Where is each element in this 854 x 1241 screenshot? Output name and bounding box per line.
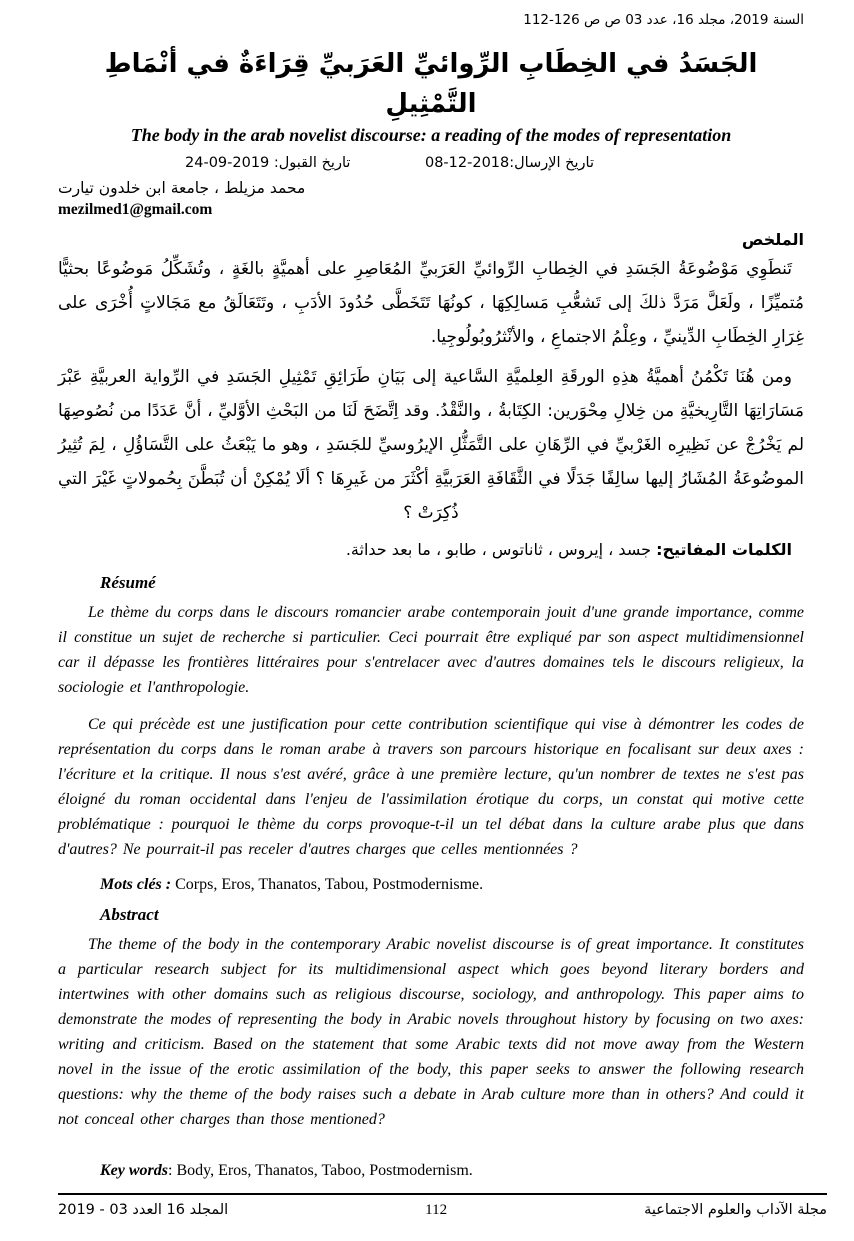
footer-page-number: 112	[425, 1202, 448, 1218]
keywords-arabic-text: جسد ، إيروس ، ثاناتوس ، طابو ، ما بعد حداثة.	[345, 540, 657, 559]
footer-volume-issue: المجلد 16 العدد 03 - 2019	[58, 1202, 229, 1218]
key-words-label: Key words	[100, 1162, 168, 1179]
mots-cles-label: Mots clés :	[100, 876, 172, 893]
key-words-text: : Body, Eros, Thanatos, Taboo, Postmodernism.	[168, 1162, 473, 1179]
received-date	[425, 154, 594, 172]
resume-paragraph-2: Ce qui précède est une justification pour cette contribution scientifique qui vise à démontrer les codes de représentation du corps dans le roman arabe à travers son parcours historique en focalisant sur deux axes : l'écriture et la critique. Il nous s'est avéré, grâce à une première lecture, qu'un nombrer de textes ne s'est pas éloigné du roman occidental dans l'enjeu de l'assimilation érotique du corps, un constat qui motive cette problématique : pourquoi le thème du corps provoque-t-il un tel débat dans la culture arabe plus que dans d'autres? Ne pourrait-il pas receler d'autres charges que celles mentionnées ?	[58, 716, 804, 858]
article-title-english: The body in the arab novelist discourse: a reading of the modes of representation	[130, 125, 732, 145]
page-footer	[58, 1193, 827, 1219]
keywords-arabic-line	[58, 536, 804, 564]
accepted-date-value: 2019-09-24	[185, 155, 270, 171]
author-affiliation	[58, 178, 804, 198]
mots-cles-line	[100, 874, 804, 896]
abstract-arabic-paragraph-1: تَنطَوِي مَوْضُوعَةُ الجَسَدِ في الخِطابِ الرِّوائيِّ العَرَبيِّ المُعَاصِرِ على أهميَّةٍ بالغَةٍ ، وتُشَكِّلُ مَوضُوعًا بحثيًّا مُتميِّزًا ، ولَعَلَّ مَرَدَّ ذلكَ إلى تَشعُّبِ مَسالِكِهَا ، كونُهَا تَتَخَطَّى حُدُودَ الأدَبِ ، وتَتَعَالَقُ مع مَجَالاتٍ أُخْرَى على غِرَارِ الخِطَابِ الدِّينيِّ ، وعِلْمُ الاجتماعِ ، والأنْثرُوبُولُوجِيا.	[58, 259, 804, 347]
journal-issue-line: السنة 2019، مجلد 16، عدد 03 ص ص 126-112	[523, 12, 804, 28]
dates-row	[58, 146, 804, 172]
author-email[interactable]: mezilmed1@gmail.com	[58, 201, 213, 218]
mots-cles-text: Corps, Eros, Thanatos, Tabou, Postmodernisme.	[171, 876, 484, 893]
abstract-english-heading: Abstract	[100, 905, 159, 924]
key-words-line	[100, 1160, 804, 1182]
resume-paragraph-1: Le thème du corps dans le discours romancier arabe contemporain jouit d'une grande importance, comme il constitue un sujet de recherche si particulier. Ceci pourrait être expliqué par son aspect multidimensionnel car il dépasse les frontières littéraires pour s'entrelacer avec d'autres domaines tels le discours religieux, la sociologie et l'anthropologie.	[58, 604, 804, 696]
received-date-value: 2018-12-08	[424, 155, 510, 171]
received-date-label: تاريخ الإرسال:	[509, 155, 594, 171]
keywords-arabic-label: الكلمات المفاتيح:	[656, 540, 792, 559]
resume-heading: Résumé	[100, 573, 156, 592]
accepted-date	[185, 154, 350, 172]
abstract-english-paragraph: The theme of the body in the contemporary Arabic novelist discourse is of great importance. It constitutes a particular research subject for its multidimensional aspect which goes beyond literary borders and intertwines with other domains such as religious discourse, sociology, and anthropology. This paper aims to demonstrate the modes of representing the body in Arabic novels throughout history by focusing on two axes: writing and criticism. Based on the statement that some Arabic texts did not move away from the Western novel in the issue of the erotic assimilation of the body, this paper seeks to answer the following research questions: why the theme of the body raises such a debate in Arab culture more than in others? And could it not conceal other charges than those mentioned?	[58, 936, 804, 1128]
author-name: محمد مزيلط ، جامعة ابن خلدون تيارت	[58, 179, 306, 197]
abstract-arabic-heading: الملخص	[741, 230, 804, 249]
abstract-arabic-paragraph-2: ومن هُنَا تَكْمُنُ أهميَّةُ هذِهِ الورقَةِ العِلميَّةِ السَّاعية إلى بَيَانِ طَرَائِقِ تَمْثِيلِ الجَسَدِ في الرِّواية العربيَّةِ عَبْرَ مَسَارَاتِهَا التَّارِيخيَّةِ من خِلالِ مِحْوَرين: الكِتَابةُ ، والنَّقْدُ. وقد اِتَّضَحَ لَنَا من البَحْثِ الأوَّليِّ ، أنَّ عَدَدًا من نُصُوصِهَا لم يَخْرُجْ عن نَظِيرِه الغَرْبيِّ في الرِّهَانِ على التَّمَثُّلِ الإيرُوسيِّ للجَسَدِ ، وهو ما يَبْعَثُ على التَّسَاؤُلِ ، لِمَ تُثِيرُ الموضُوعَةُ المُشَارُ إليها سالِفًا جَدَلًا في الثَّقَافَةِ العَرَبيَّةِ أكْثَرَ من غَيرِهَا ؟ ألَا يُمْكِنْ أن تُبَطَّنَ بِحُمولاتٍ غَيْرَ التي ذُكِرَتْ ؟	[58, 367, 804, 523]
article-title-arabic: الجَسَدُ في الخِطَابِ الرِّوائيِّ العَرَبيِّ قِرَاءَةٌ في أنْمَاطِ التَّمْثِيلِ	[104, 49, 758, 119]
accepted-date-label: تاريخ القبول:	[269, 155, 351, 171]
footer-journal-name: مجلة الآداب والعلوم الاجتماعية	[644, 1202, 827, 1218]
